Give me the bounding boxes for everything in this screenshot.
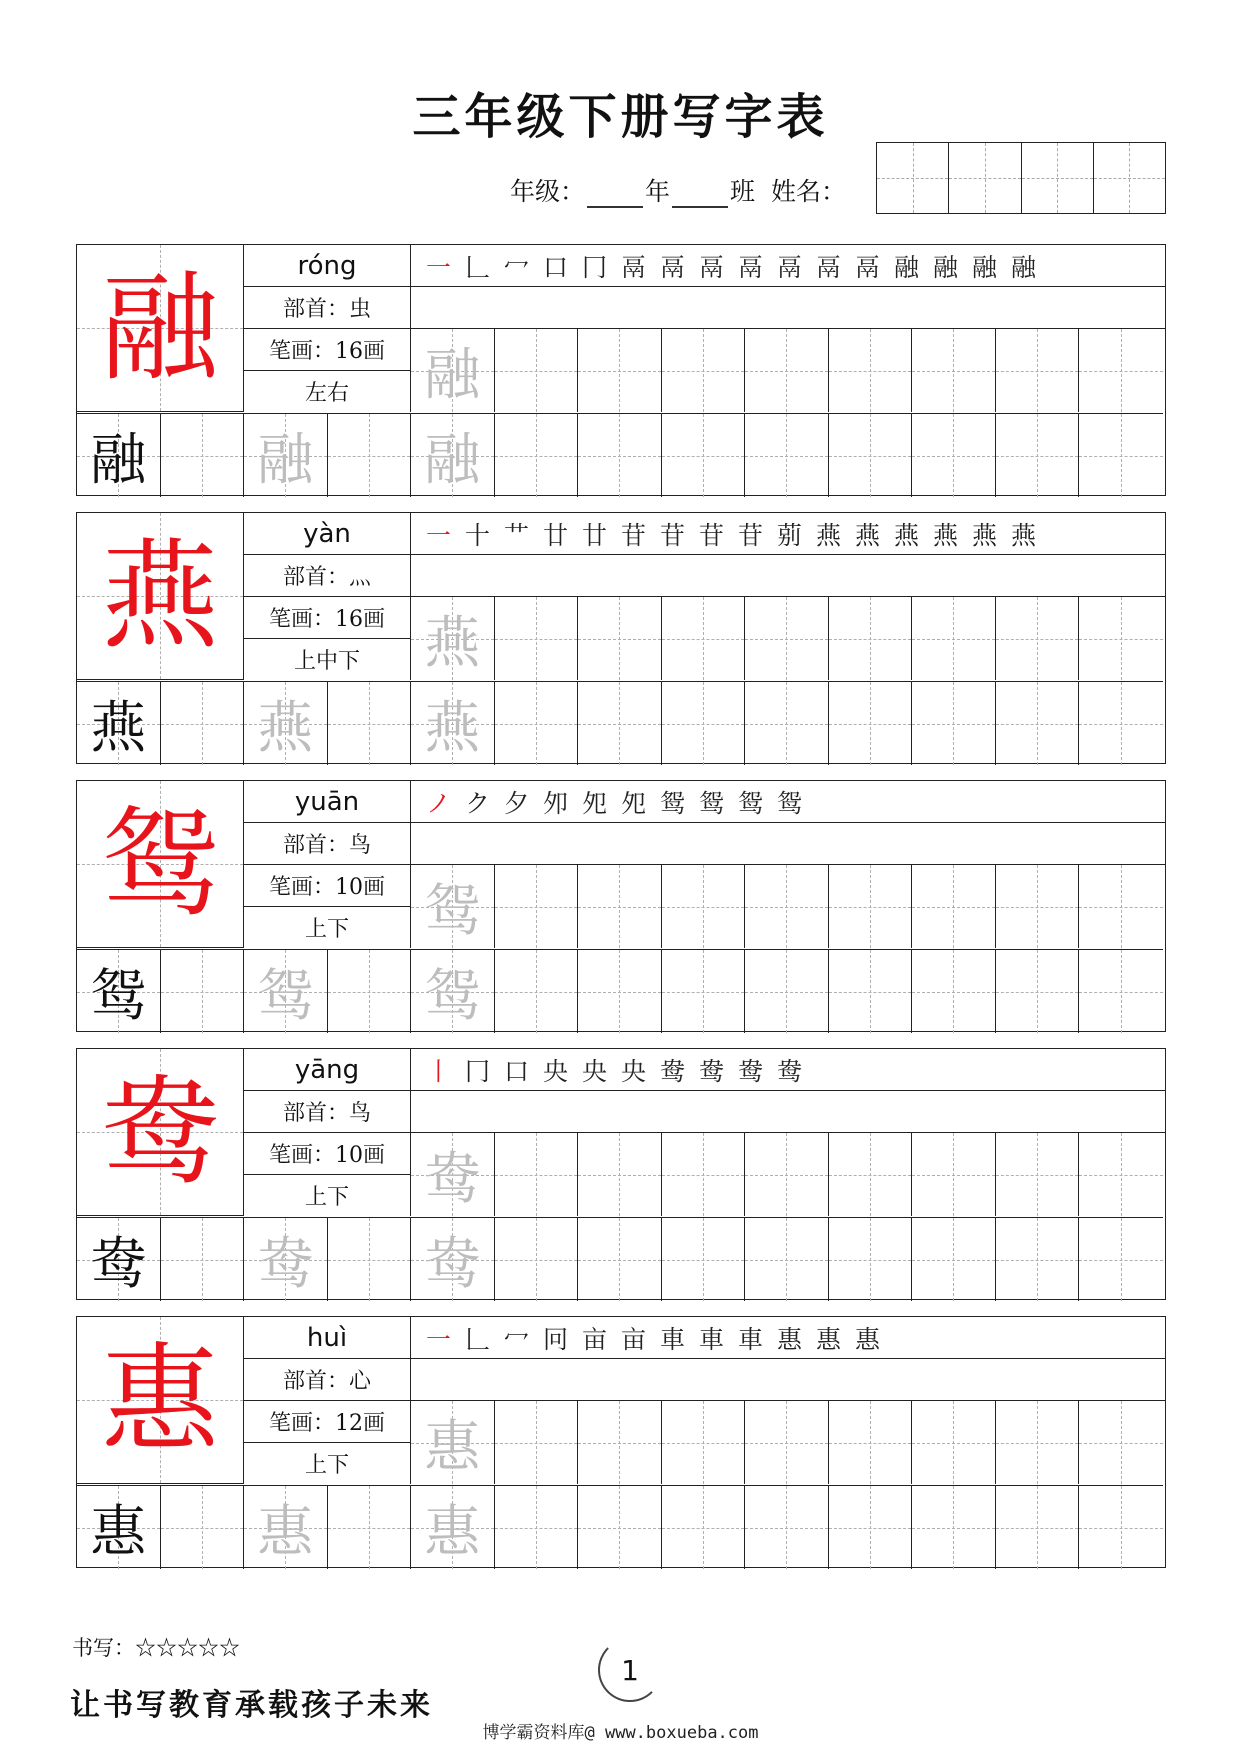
- stroke-step: 燕: [815, 520, 841, 550]
- practice-cell[interactable]: [495, 950, 579, 1033]
- practice-cell[interactable]: [996, 682, 1080, 765]
- practice-cell[interactable]: [912, 597, 996, 680]
- practice-cell[interactable]: [912, 1486, 996, 1569]
- practice-cell[interactable]: [578, 1486, 662, 1569]
- page-title: 三年级下册写字表: [412, 89, 829, 145]
- practice-cell[interactable]: [495, 1218, 579, 1301]
- practice-cell[interactable]: [578, 950, 662, 1033]
- trace-character: 鸳: [424, 878, 481, 944]
- stroke-order: [411, 513, 1165, 555]
- practice-row: [411, 597, 1163, 680]
- radical: 部首：鸟: [244, 823, 410, 865]
- practice-cell[interactable]: [912, 1218, 996, 1301]
- practice-cell[interactable]: [745, 414, 829, 497]
- name-box[interactable]: [1022, 143, 1094, 213]
- practice-row: [77, 1217, 1163, 1301]
- sample-character: 融: [90, 427, 147, 493]
- stroke-order: [411, 781, 1165, 823]
- character-info: [244, 781, 411, 948]
- stroke-step: 鸳: [776, 788, 802, 818]
- grade-label: 年级：: [510, 177, 586, 206]
- name-box[interactable]: [1094, 143, 1165, 213]
- stroke-step: 惠: [854, 1324, 880, 1354]
- practice-cell[interactable]: [77, 1218, 161, 1301]
- structure: 上下: [304, 917, 349, 942]
- student-info: [510, 172, 846, 208]
- stroke-step: 融: [1010, 252, 1036, 282]
- practice-cell[interactable]: [495, 414, 579, 497]
- stroke-step: 惠: [776, 1324, 802, 1354]
- blank-row[interactable]: [411, 1359, 1165, 1401]
- practice-row: [77, 681, 1163, 765]
- practice-cell[interactable]: [411, 329, 495, 412]
- practice-cell[interactable]: [996, 414, 1080, 497]
- model-character: 融: [100, 259, 219, 397]
- slogan: 让书写教育承载孩子未来: [70, 1688, 433, 1723]
- practice-cell[interactable]: [495, 1401, 579, 1484]
- practice-cell[interactable]: [662, 950, 746, 1033]
- practice-cell[interactable]: [996, 1133, 1080, 1216]
- stroke-step: 融: [893, 252, 919, 282]
- practice-cell[interactable]: [829, 329, 913, 412]
- stroke-step: 鬲: [620, 252, 646, 282]
- pinyin: yuān: [244, 781, 410, 823]
- practice-cell[interactable]: [244, 414, 328, 497]
- stroke-step: 鬲: [815, 252, 841, 282]
- stroke-step: 廿: [581, 520, 607, 550]
- practice-cell[interactable]: [745, 329, 829, 412]
- sample-character: 燕: [90, 695, 147, 761]
- practice-cell[interactable]: [495, 1133, 579, 1216]
- practice-cell[interactable]: [495, 865, 579, 948]
- practice-cell[interactable]: [912, 682, 996, 765]
- practice-cell[interactable]: [662, 329, 746, 412]
- stroke-step: 丨: [425, 1056, 451, 1086]
- stroke-step: 鸯: [776, 1056, 802, 1086]
- stroke-step: 𠃊: [464, 252, 490, 282]
- pinyin: huì: [244, 1317, 410, 1359]
- stroke-step: 鸯: [659, 1056, 685, 1086]
- practice-cell[interactable]: [328, 950, 412, 1033]
- practice-cell[interactable]: [829, 597, 913, 680]
- practice-cell[interactable]: [328, 1486, 412, 1569]
- trace-character: 鸳: [257, 963, 314, 1029]
- stroke-count: 笔画：12画: [244, 1401, 410, 1443]
- practice-cell[interactable]: [578, 329, 662, 412]
- trace-character: 燕: [424, 695, 481, 761]
- practice-cell[interactable]: [495, 597, 579, 680]
- practice-cell[interactable]: [745, 597, 829, 680]
- stroke-step: 惠: [815, 1324, 841, 1354]
- practice-cell[interactable]: [578, 1218, 662, 1301]
- stroke-step: 車: [698, 1324, 724, 1354]
- radical: 部首：虫: [244, 287, 410, 329]
- practice-cell[interactable]: [1079, 865, 1163, 948]
- practice-cell[interactable]: [745, 950, 829, 1033]
- stroke-step: 鬲: [698, 252, 724, 282]
- practice-cell[interactable]: [1079, 950, 1163, 1033]
- practice-cell[interactable]: [829, 1401, 913, 1484]
- stroke-step: 車: [737, 1324, 763, 1354]
- stroke-step: 冂: [464, 1056, 490, 1086]
- class-blank[interactable]: [672, 186, 728, 208]
- practice-cell[interactable]: [662, 1486, 746, 1569]
- blank-row[interactable]: [411, 823, 1165, 865]
- practice-cell[interactable]: [1079, 597, 1163, 680]
- structure: 上中下: [293, 649, 360, 674]
- model-character: 惠: [100, 1331, 219, 1469]
- model-character-cell: [77, 1049, 244, 1216]
- practice-cell[interactable]: [161, 1486, 245, 1569]
- sample-character: 惠: [90, 1499, 147, 1565]
- stroke-order: [411, 245, 1165, 287]
- model-character-cell: [77, 513, 244, 680]
- practice-cell[interactable]: [578, 865, 662, 948]
- practice-cell[interactable]: [328, 1218, 412, 1301]
- stroke-step: 冂: [581, 252, 607, 282]
- trace-character: 燕: [424, 610, 481, 676]
- stroke-step: 央: [581, 1056, 607, 1086]
- practice-row: [411, 1133, 1163, 1216]
- practice-cell[interactable]: [996, 865, 1080, 948]
- stroke-step: 鬲: [776, 252, 802, 282]
- pinyin: róng: [244, 245, 410, 287]
- practice-cell[interactable]: [829, 1486, 913, 1569]
- practice-cell[interactable]: [77, 682, 161, 765]
- practice-cell[interactable]: [996, 1486, 1080, 1569]
- practice-cell[interactable]: [745, 865, 829, 948]
- trace-character: 鸳: [424, 963, 481, 1029]
- practice-cell[interactable]: [745, 1401, 829, 1484]
- stroke-step: 苷: [698, 520, 724, 550]
- stroke-order: [411, 1317, 1165, 1359]
- model-character-cell: [77, 1317, 244, 1484]
- blank-row[interactable]: [411, 287, 1165, 329]
- character-info: [244, 1317, 411, 1484]
- practice-cell[interactable]: [77, 414, 161, 497]
- practice-cell[interactable]: [578, 414, 662, 497]
- practice-cell[interactable]: [578, 597, 662, 680]
- blank-row[interactable]: [411, 555, 1165, 597]
- practice-cell[interactable]: [1079, 1133, 1163, 1216]
- stroke-step: 一: [425, 252, 451, 282]
- model-character: 鸳: [100, 795, 219, 933]
- practice-cell[interactable]: [912, 1133, 996, 1216]
- structure: 上下: [304, 1453, 349, 1478]
- practice-cell[interactable]: [161, 1218, 245, 1301]
- stroke-step: 冋: [542, 1324, 568, 1354]
- practice-cell[interactable]: [411, 1401, 495, 1484]
- trace-character: 惠: [424, 1499, 481, 1565]
- stroke-count: 笔画：10画: [244, 865, 410, 907]
- stroke-count: 笔画：16画: [244, 329, 410, 371]
- stroke-step: 燕: [893, 520, 919, 550]
- pinyin: yàn: [244, 513, 410, 555]
- practice-cell[interactable]: [244, 1218, 328, 1301]
- practice-cell[interactable]: [996, 1401, 1080, 1484]
- practice-cell[interactable]: [328, 682, 412, 765]
- class-label: 班: [730, 177, 756, 206]
- stroke-step: 鬲: [854, 252, 880, 282]
- practice-cell[interactable]: [495, 1486, 579, 1569]
- trace-character: 鸯: [257, 1231, 314, 1297]
- pinyin: yāng: [244, 1049, 410, 1091]
- watermark: 博学霸资料库@ www.boxueba.com: [482, 1723, 759, 1743]
- practice-cell[interactable]: [829, 1218, 913, 1301]
- name-box[interactable]: [877, 143, 949, 213]
- stroke-step: 夗: [581, 788, 607, 818]
- practice-cell[interactable]: [829, 1133, 913, 1216]
- stroke-step: 車: [659, 1324, 685, 1354]
- stroke-step: 鬲: [737, 252, 763, 282]
- stroke-step: 莂: [776, 520, 802, 550]
- character-block: [76, 1316, 1166, 1568]
- practice-row: [77, 1485, 1163, 1569]
- practice-cell[interactable]: [996, 597, 1080, 680]
- sample-character: 鸯: [90, 1231, 147, 1297]
- practice-cell[interactable]: [161, 414, 245, 497]
- radical: 部首：灬: [244, 555, 410, 597]
- stroke-step: 鸳: [698, 788, 724, 818]
- year-label: 年: [645, 177, 671, 206]
- stroke-step: 𠃊: [464, 1324, 490, 1354]
- practice-cell[interactable]: [662, 682, 746, 765]
- practice-cell[interactable]: [161, 682, 245, 765]
- character-block: [76, 1048, 1166, 1300]
- practice-cell[interactable]: [1079, 1401, 1163, 1484]
- stroke-step: 一: [425, 1324, 451, 1354]
- grade-blank[interactable]: [587, 186, 643, 208]
- practice-cell[interactable]: [745, 682, 829, 765]
- practice-cell[interactable]: [411, 1133, 495, 1216]
- practice-cell[interactable]: [996, 1218, 1080, 1301]
- practice-cell[interactable]: [745, 1218, 829, 1301]
- practice-cell[interactable]: [1079, 1218, 1163, 1301]
- practice-cell[interactable]: [77, 950, 161, 1033]
- stroke-step: 燕: [854, 520, 880, 550]
- practice-cell[interactable]: [411, 950, 495, 1033]
- character-info: [244, 513, 411, 680]
- stroke-step: 鸯: [698, 1056, 724, 1086]
- practice-cell[interactable]: [662, 1218, 746, 1301]
- name-boxes[interactable]: [876, 142, 1166, 214]
- stroke-step: 艹: [503, 520, 529, 550]
- practice-cell[interactable]: [829, 682, 913, 765]
- practice-cell[interactable]: [829, 950, 913, 1033]
- practice-cell[interactable]: [662, 414, 746, 497]
- stroke-step: 鸯: [737, 1056, 763, 1086]
- practice-cell[interactable]: [745, 1486, 829, 1569]
- trace-character: 融: [424, 427, 481, 493]
- trace-character: 融: [424, 342, 481, 408]
- practice-cell[interactable]: [411, 414, 495, 497]
- model-character: 鸯: [100, 1063, 219, 1201]
- radical: 部首：鸟: [244, 1091, 410, 1133]
- stroke-count: 笔画：10画: [244, 1133, 410, 1175]
- stroke-step: 苷: [659, 520, 685, 550]
- practice-cell[interactable]: [1079, 682, 1163, 765]
- stroke-step: 苷: [620, 520, 646, 550]
- practice-cell[interactable]: [578, 1133, 662, 1216]
- trace-character: 惠: [257, 1499, 314, 1565]
- stroke-order: [411, 1049, 1165, 1091]
- trace-character: 燕: [257, 695, 314, 761]
- stroke-step: 亩: [581, 1324, 607, 1354]
- practice-cell[interactable]: [495, 682, 579, 765]
- stroke-step: 燕: [932, 520, 958, 550]
- blank-row[interactable]: [411, 1091, 1165, 1133]
- name-label: 姓名：: [770, 177, 846, 206]
- stroke-step: 苷: [737, 520, 763, 550]
- practice-cell[interactable]: [1079, 1486, 1163, 1569]
- stroke-step: 鸳: [737, 788, 763, 818]
- trace-character: 融: [257, 427, 314, 493]
- character-info: [244, 245, 411, 412]
- practice-cell[interactable]: [912, 329, 996, 412]
- stroke-step: 央: [542, 1056, 568, 1086]
- practice-cell[interactable]: [77, 1486, 161, 1569]
- stroke-step: 廿: [542, 520, 568, 550]
- practice-row: [411, 1401, 1163, 1484]
- stroke-step: 口: [542, 252, 568, 282]
- practice-cell[interactable]: [411, 1486, 495, 1569]
- practice-cell[interactable]: [411, 865, 495, 948]
- stroke-step: 夗: [620, 788, 646, 818]
- stroke-step: 亩: [620, 1324, 646, 1354]
- model-character: 燕: [100, 527, 219, 665]
- practice-row: [77, 413, 1163, 497]
- character-block: [76, 512, 1166, 764]
- stroke-step: 夘: [542, 788, 568, 818]
- practice-cell[interactable]: [662, 1401, 746, 1484]
- stroke-step: 融: [971, 252, 997, 282]
- structure: 上下: [304, 1185, 349, 1210]
- practice-row: [411, 865, 1163, 948]
- practice-cell[interactable]: [912, 865, 996, 948]
- practice-row: [411, 329, 1163, 412]
- practice-cell[interactable]: [578, 682, 662, 765]
- stroke-step: 鸳: [659, 788, 685, 818]
- practice-row: [77, 949, 1163, 1033]
- sample-character: 鸳: [90, 963, 147, 1029]
- practice-cell[interactable]: [411, 682, 495, 765]
- practice-cell[interactable]: [578, 1401, 662, 1484]
- practice-cell[interactable]: [745, 1133, 829, 1216]
- practice-cell[interactable]: [495, 329, 579, 412]
- practice-cell[interactable]: [411, 1218, 495, 1301]
- practice-cell[interactable]: [244, 682, 328, 765]
- practice-cell[interactable]: [662, 597, 746, 680]
- trace-character: 惠: [424, 1414, 481, 1480]
- character-block: [76, 244, 1166, 496]
- character-block: [76, 780, 1166, 1032]
- practice-cell[interactable]: [1079, 414, 1163, 497]
- stroke-step: 央: [620, 1056, 646, 1086]
- practice-cell[interactable]: [662, 1133, 746, 1216]
- practice-cell[interactable]: [161, 950, 245, 1033]
- trace-character: 鸯: [424, 1231, 481, 1297]
- model-character-cell: [77, 245, 244, 412]
- page-number: 1: [598, 1638, 662, 1702]
- stroke-step: 鬲: [659, 252, 685, 282]
- stroke-count: 笔画：16画: [244, 597, 410, 639]
- stroke-step: 燕: [1010, 520, 1036, 550]
- radical: 部首：心: [244, 1359, 410, 1401]
- practice-cell[interactable]: [411, 597, 495, 680]
- practice-cell[interactable]: [996, 950, 1080, 1033]
- practice-cell[interactable]: [244, 1486, 328, 1569]
- stroke-step: 一: [425, 520, 451, 550]
- stroke-step: 十: [464, 520, 490, 550]
- stroke-step: 夕: [503, 788, 529, 818]
- stroke-step: 冖: [503, 252, 529, 282]
- practice-cell[interactable]: [912, 414, 996, 497]
- structure: 左右: [304, 381, 349, 406]
- practice-cell[interactable]: [912, 950, 996, 1033]
- stroke-step: 融: [932, 252, 958, 282]
- character-info: [244, 1049, 411, 1216]
- model-character-cell: [77, 781, 244, 948]
- rating: 书写：☆☆☆☆☆: [72, 1636, 240, 1660]
- trace-character: 鸯: [424, 1146, 481, 1212]
- name-box[interactable]: [949, 143, 1021, 213]
- practice-cell[interactable]: [1079, 329, 1163, 412]
- practice-cell[interactable]: [328, 414, 412, 497]
- practice-cell[interactable]: [996, 329, 1080, 412]
- practice-cell[interactable]: [662, 865, 746, 948]
- stroke-step: 燕: [971, 520, 997, 550]
- practice-cell[interactable]: [829, 414, 913, 497]
- practice-cell[interactable]: [912, 1401, 996, 1484]
- practice-cell[interactable]: [829, 865, 913, 948]
- stroke-step: 冖: [503, 1324, 529, 1354]
- stroke-step: ノ: [425, 788, 451, 818]
- stroke-step: ク: [464, 788, 490, 818]
- practice-cell[interactable]: [244, 950, 328, 1033]
- stroke-step: 口: [503, 1056, 529, 1086]
